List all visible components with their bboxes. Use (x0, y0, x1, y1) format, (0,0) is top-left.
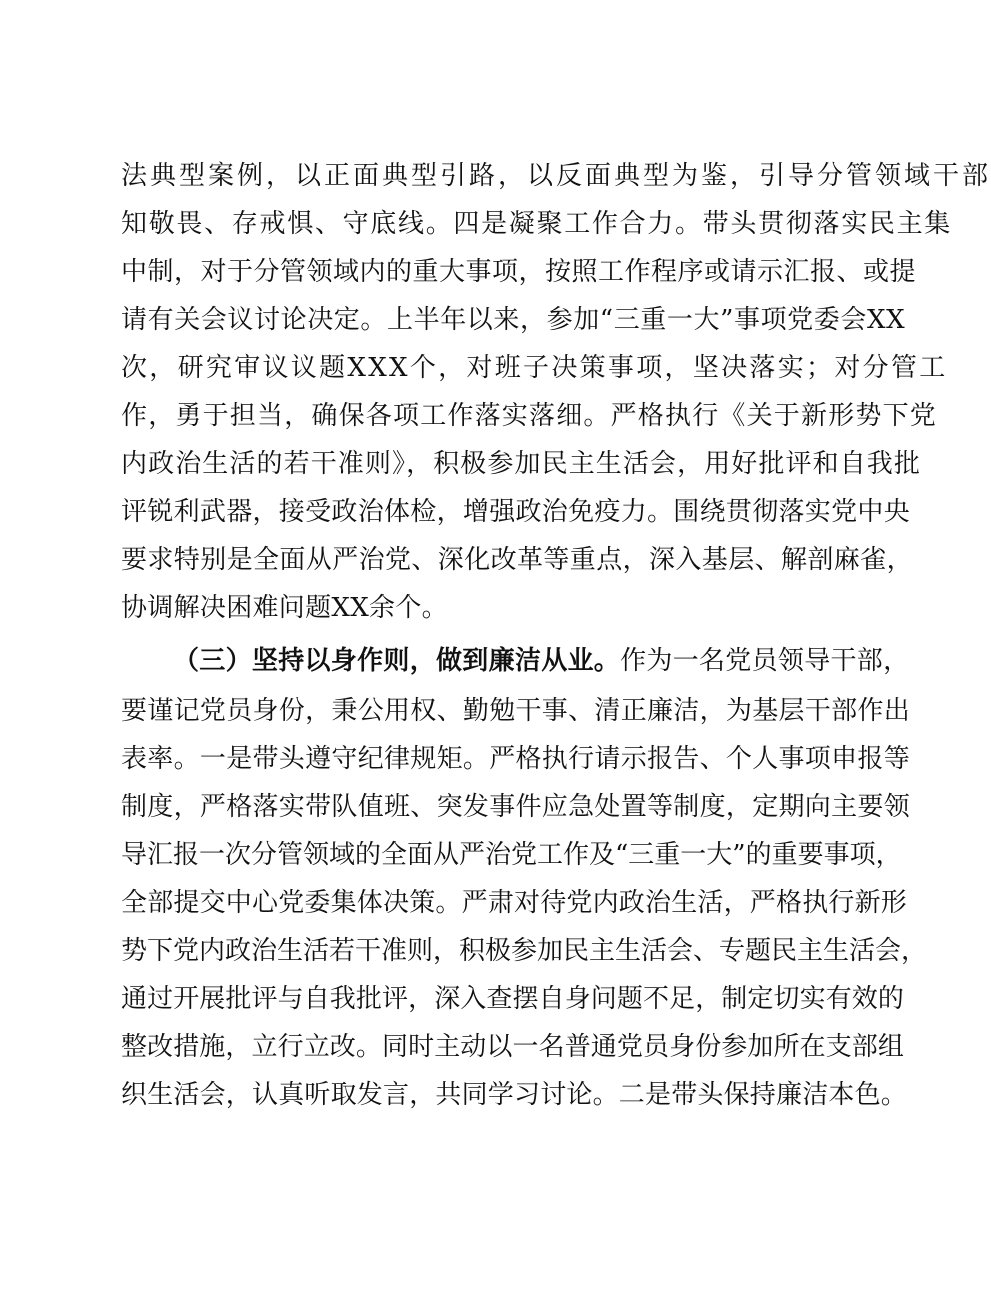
text-line: 导汇报一次分管领域的全面从严治党工作及“三重一大”的重要事项， (121, 840, 902, 870)
text-line: 作，勇于担当，确保各项工作落实落细。严格执行《关于新形势下党 (121, 401, 938, 431)
section-heading-continuation: 作为一名党员领导干部， (620, 646, 910, 676)
text-line: 整改措施，立行立改。同时主动以一名普通党员身份参加所在支部组 (121, 1032, 905, 1062)
text-line: 知敬畏、存戒惧、守底线。四是凝聚工作合力。带头贯彻落实民主集 (121, 209, 953, 239)
text-line: 制度，严格落实带队值班、突发事件应急处置等制度，定期向主要领 (121, 792, 911, 822)
text-line: 通过开展批评与自我批评，深入查摆自身问题不足，制定切实有效的 (121, 984, 905, 1014)
section-heading: （三）坚持以身作则，做到廉洁从业。 (173, 646, 621, 676)
section-heading-line (173, 637, 910, 685)
text-line: 表率。一是带头遵守纪律规矩。严格执行请示报告、个人事项申报等 (121, 744, 911, 774)
text-line: 内政治生活的若干准则》，积极参加民主生活会，用好批评和自我批 (121, 449, 922, 479)
text-line: 织生活会，认真听取发言，共同学习讨论。二是带头保持廉洁本色。 (121, 1080, 908, 1110)
text-line: 次，研究审议议题XXX个，对班子决策事项，坚决落实；对分管工 (121, 353, 948, 383)
text-line: 中制，对于分管领域内的重大事项，按照工作程序或请示汇报、或提 (121, 257, 917, 287)
text-line: 法典型案例，以正面典型引路，以反面典型为鉴，引导分管领域干部 (121, 161, 991, 191)
text-line: 评锐利武器，接受政治体检，增强政治免疫力。围绕贯彻落实党中央 (121, 497, 911, 527)
text-line: 请有关会议讨论决定。上半年以来，参加“三重一大”事项党委会XX (121, 305, 906, 335)
text-line: 势下党内政治生活若干准则，积极参加民主生活会、专题民主生活会， (121, 936, 928, 966)
text-line: 要谨记党员身份，秉公用权、勤勉干事、清正廉洁，为基层干部作出 (121, 696, 911, 726)
text-line: 协调解决困难问题XX余个。 (121, 593, 448, 623)
text-line: 要求特别是全面从严治党、深化改革等重点，深入基层、解剖麻雀， (121, 545, 914, 575)
text-line: 全部提交中心党委集体决策。严肃对待党内政治生活，严格执行新形 (121, 888, 908, 918)
